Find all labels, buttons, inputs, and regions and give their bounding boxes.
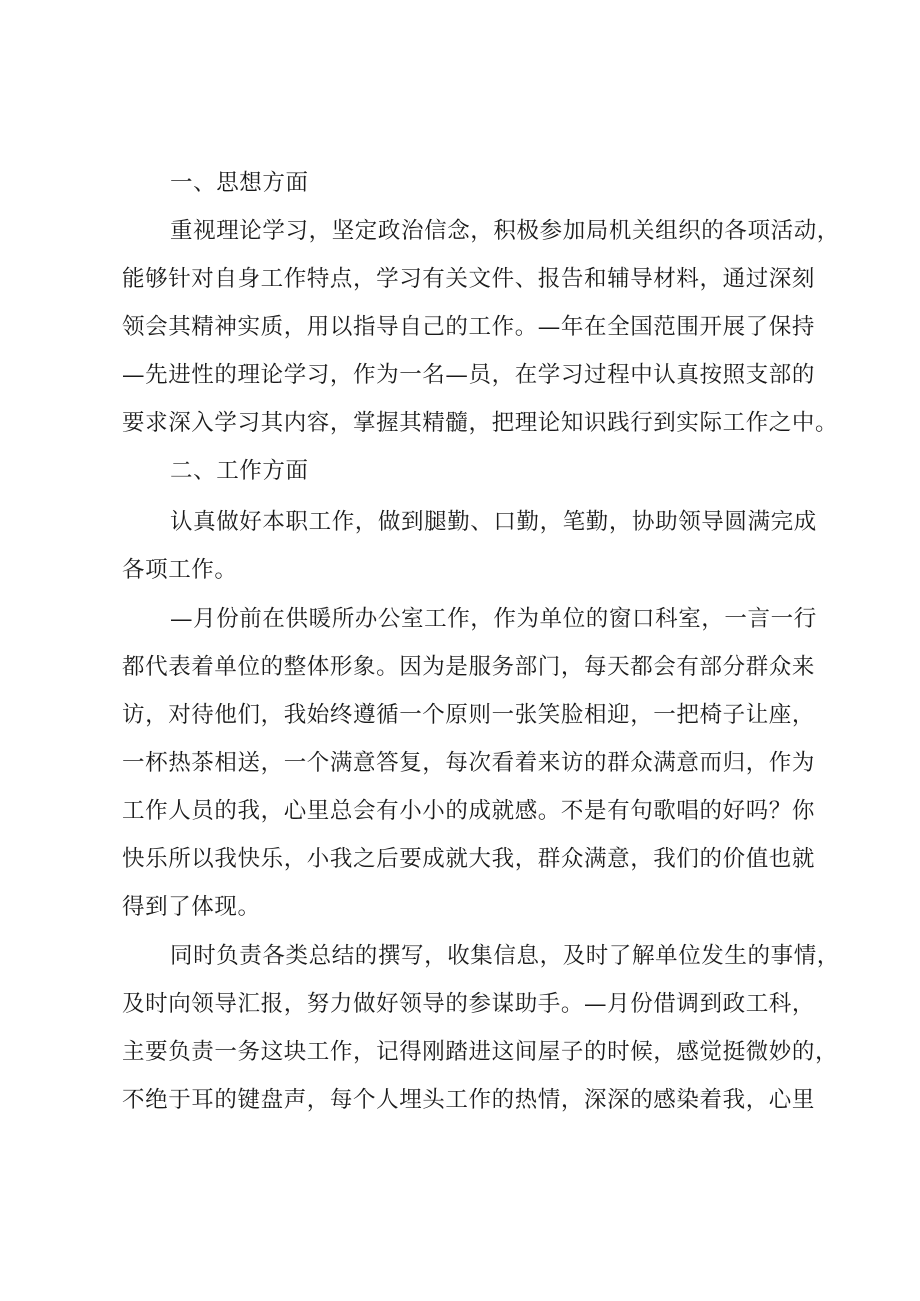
paragraph-line: 得到了体现。 (122, 894, 261, 920)
paragraph-line: 都代表着单位的整体形象。因为是服务部门，每天都会有部分群众来 (122, 654, 816, 680)
paragraph-line: —月份前在供暖所办公室工作，作为单位的窗口科室，一言一行 (170, 606, 817, 632)
paragraph-line: 访，对待他们，我始终遵循一个原则一张笑脸相迎，一把椅子让座， (122, 702, 816, 728)
paragraph-line: 同时负责各类总结的撰写，收集信息，及时了解单位发生的事情， (170, 943, 840, 969)
paragraph-line: 快乐所以我快乐，小我之后要成就大我，群众满意，我们的价值也就 (122, 846, 816, 872)
paragraph-line: 要求深入学习其内容，掌握其精髓，把理论知识践行到实际工作之中。 (122, 410, 839, 436)
paragraph-line: 不绝于耳的键盘声，每个人埋头工作的热情，深深的感染着我，心里 (122, 1087, 816, 1113)
paragraph-line: 认真做好本职工作，做到腿勤、口勤，笔勤，协助领导圆满完成 (170, 509, 817, 535)
section-heading-work: 二、工作方面 (170, 458, 309, 484)
paragraph-line: —先进性的理论学习，作为一名—员，在学习过程中认真按照支部的 (122, 362, 816, 388)
paragraph-line: 能够针对自身工作特点，学习有关文件、报告和辅导材料，通过深刻 (122, 266, 816, 292)
paragraph-line: 领会其精神实质，用以指导自己的工作。—年在全国范围开展了保持 (122, 314, 816, 340)
paragraph-line: 一杯热茶相送，一个满意答复，每次看着来访的群众满意而归，作为 (122, 750, 816, 776)
paragraph-line: 主要负责一务这块工作，记得刚踏进这间屋子的时候，感觉挺微妙的， (122, 1039, 839, 1065)
paragraph-line: 及时向领导汇报，努力做好领导的参谋助手。—月份借调到政工科， (122, 991, 816, 1017)
paragraph-line: 工作人员的我，心里总会有小小的成就感。不是有句歌唱的好吗？你 (122, 798, 816, 824)
paragraph-line: 重视理论学习，坚定政治信念，积极参加局机关组织的各项活动， (170, 218, 840, 244)
section-heading-thought: 一、思想方面 (170, 170, 309, 196)
paragraph-line: 各项工作。 (122, 557, 238, 583)
